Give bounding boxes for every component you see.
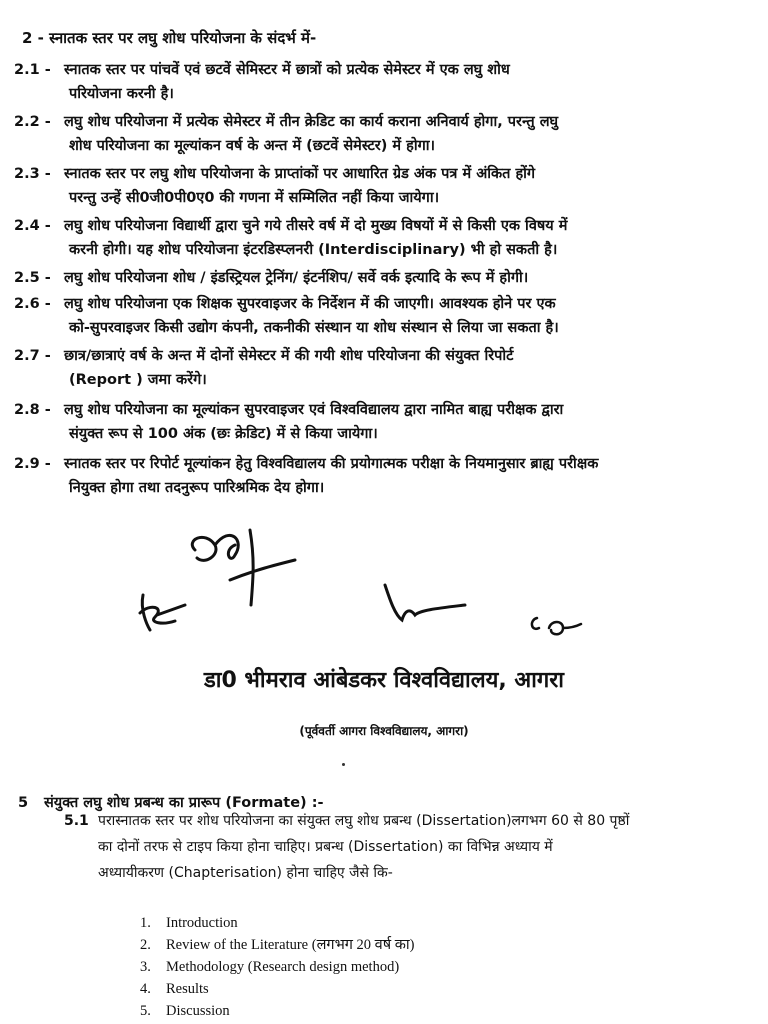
section-number: 5 <box>18 795 29 811</box>
clause-number: 2.2 - <box>14 114 51 130</box>
clause-text-line: अध्यायीकरण (Chapterisation) होना चाहिए जैसे कि- <box>98 865 393 881</box>
list-text: Discussion <box>166 1003 230 1019</box>
list-number: 1. <box>140 915 151 931</box>
list-item <box>140 1000 414 1022</box>
clause-text-line: छात्र/छात्राएं वर्ष के अन्त में दोनों सेमेस्टर में की गयी शोध परियोजना की संयुक्त रिपोर्ट <box>64 348 514 364</box>
clause-number: 2.7 - <box>14 348 51 364</box>
list-item <box>140 912 414 934</box>
clause-text-line: परास्नातक स्तर पर शोध परियोजना का संयुक्त लघु शोध प्रबन्ध (Dissertation)लगभग 60 से 80 पृष्ठों <box>98 813 630 829</box>
clause-2-5 <box>14 266 749 290</box>
clause-2-1 <box>14 58 749 106</box>
list-text: Results <box>166 981 209 997</box>
clause-5-1 <box>64 808 754 886</box>
clause-text-line: लघु शोध परियोजना एक शिक्षक सुपरवाइजर के निर्देशन में की जाएगी। आवश्यक होने पर एक <box>64 296 556 312</box>
signature-4 <box>525 610 585 650</box>
signature-2 <box>135 585 195 635</box>
clause-text-line: परियोजना करनी है। <box>69 86 174 102</box>
signature-3 <box>380 580 470 630</box>
list-number: 3. <box>140 959 151 975</box>
clause-text-line: लघु शोध परियोजना विद्यार्थी द्वारा चुने गये तीसरे वर्ष में दो मुख्य विषयों में से किसी एक विषय में <box>64 218 568 234</box>
clause-text-line: नियुक्त होगा तथा तदनुरूप पारिश्रमिक देय होगा। <box>69 480 325 496</box>
clause-text-line: का दोनों तरफ से टाइप किया होना चाहिए। प्रबन्ध (Dissertation) का विभिन्न अध्याय में <box>98 839 553 855</box>
clause-text-line: स्नातक स्तर पर लघु शोध परियोजना के प्राप्तांकों पर आधारित ग्रेड अंक पत्र में अंकित होंगे <box>64 166 536 182</box>
clause-number: 2.1 - <box>14 62 51 78</box>
clause-2-3 <box>14 162 749 210</box>
list-number: 2. <box>140 937 151 953</box>
university-former-name: (पूर्ववर्ती आगरा विश्वविद्यालय, आगरा) <box>299 724 469 738</box>
clause-text-line: करनी होगी। यह शोध परियोजना इंटरडिस्प्लनरी (Interdisciplinary) भी हो सकती है। <box>69 242 558 258</box>
clause-text-line: को-सुपरवाइजर किसी उद्योग कंपनी, तकनीकी संस्थान या शोध संस्थान से लिया जा सकता है। <box>69 320 559 336</box>
list-text: Introduction <box>166 915 238 931</box>
list-text: Methodology (Research design method) <box>166 959 400 975</box>
clause-2-4 <box>14 214 749 262</box>
chapter-list <box>140 912 414 1022</box>
list-number: 4. <box>140 981 151 997</box>
clause-2-9 <box>14 452 749 500</box>
clause-number: 2.9 - <box>14 456 51 472</box>
section-title: संयुक्त लघु शोध प्रबन्ध का प्रारूप (Formate) :- <box>44 795 324 811</box>
list-item <box>140 956 414 978</box>
list-item <box>140 934 414 956</box>
clause-2-6 <box>14 292 749 340</box>
clause-text-line: लघु शोध परियोजना में प्रत्येक सेमेस्टर में तीन क्रेडिट का कार्य कराना अनिवार्य होगा, परन्तु लघु <box>64 114 559 130</box>
section-2-heading: 2 - स्नातक स्तर पर लघु शोध परियोजना के संदर्भ में- <box>22 29 317 47</box>
clause-number: 2.5 - <box>14 270 51 286</box>
clause-number: 2.3 - <box>14 166 51 182</box>
university-name: डा0 भीमराव आंबेडकर विश्वविद्यालय, आगरा <box>204 668 564 693</box>
clause-2-7 <box>14 344 749 392</box>
clause-text-line: स्नातक स्तर पर पांचवें एवं छटवें सेमिस्टर में छात्रों को प्रत्येक सेमेस्टर में एक लघु शोध <box>64 62 510 78</box>
clause-text-line: शोध परियोजना का मूल्यांकन वर्ष के अन्त में (छटवें सेमेस्टर) में होगा। <box>69 138 435 154</box>
clause-text-line: लघु शोध परियोजना शोध / इंडस्ट्रियल ट्रेनिंग/ इंटर्नशिप/ सर्वे वर्क इत्यादि के रूप में होगी। <box>64 270 529 286</box>
clause-2-8 <box>14 398 749 446</box>
clause-text-line: लघु शोध परियोजना का मूल्यांकन सुपरवाइजर एवं विश्वविद्यालय द्वारा नामित बाह्य परीक्षक द्वारा <box>64 402 564 418</box>
clause-text-line: संयुक्त रूप से 100 अंक (छः क्रेडिट) में से किया जायेगा। <box>69 426 378 442</box>
clause-number: 5.1 <box>64 813 89 829</box>
clause-number: 2.8 - <box>14 402 51 418</box>
clause-text-line: स्नातक स्तर पर रिपोर्ट मूल्यांकन हेतु विश्वविद्यालय की प्रयोगात्मक परीक्षा के नियमानुसार ब्राह्य परीक्षक <box>64 456 599 472</box>
list-text: Review of the Literature (लगभग 20 वर्ष का) <box>166 937 415 953</box>
clause-number: 2.6 - <box>14 296 51 312</box>
list-number: 5. <box>140 1003 151 1019</box>
clause-number: 2.4 - <box>14 218 51 234</box>
clause-2-2 <box>14 110 749 158</box>
clause-text-line: (Report ) जमा करेंगे। <box>69 372 207 388</box>
list-item <box>140 978 414 1000</box>
stray-dot <box>342 763 345 766</box>
clause-text-line: परन्तु उन्हें सी0जी0पी0ए0 की गणना में सम्मिलित नहीं किया जायेगा। <box>69 190 440 206</box>
